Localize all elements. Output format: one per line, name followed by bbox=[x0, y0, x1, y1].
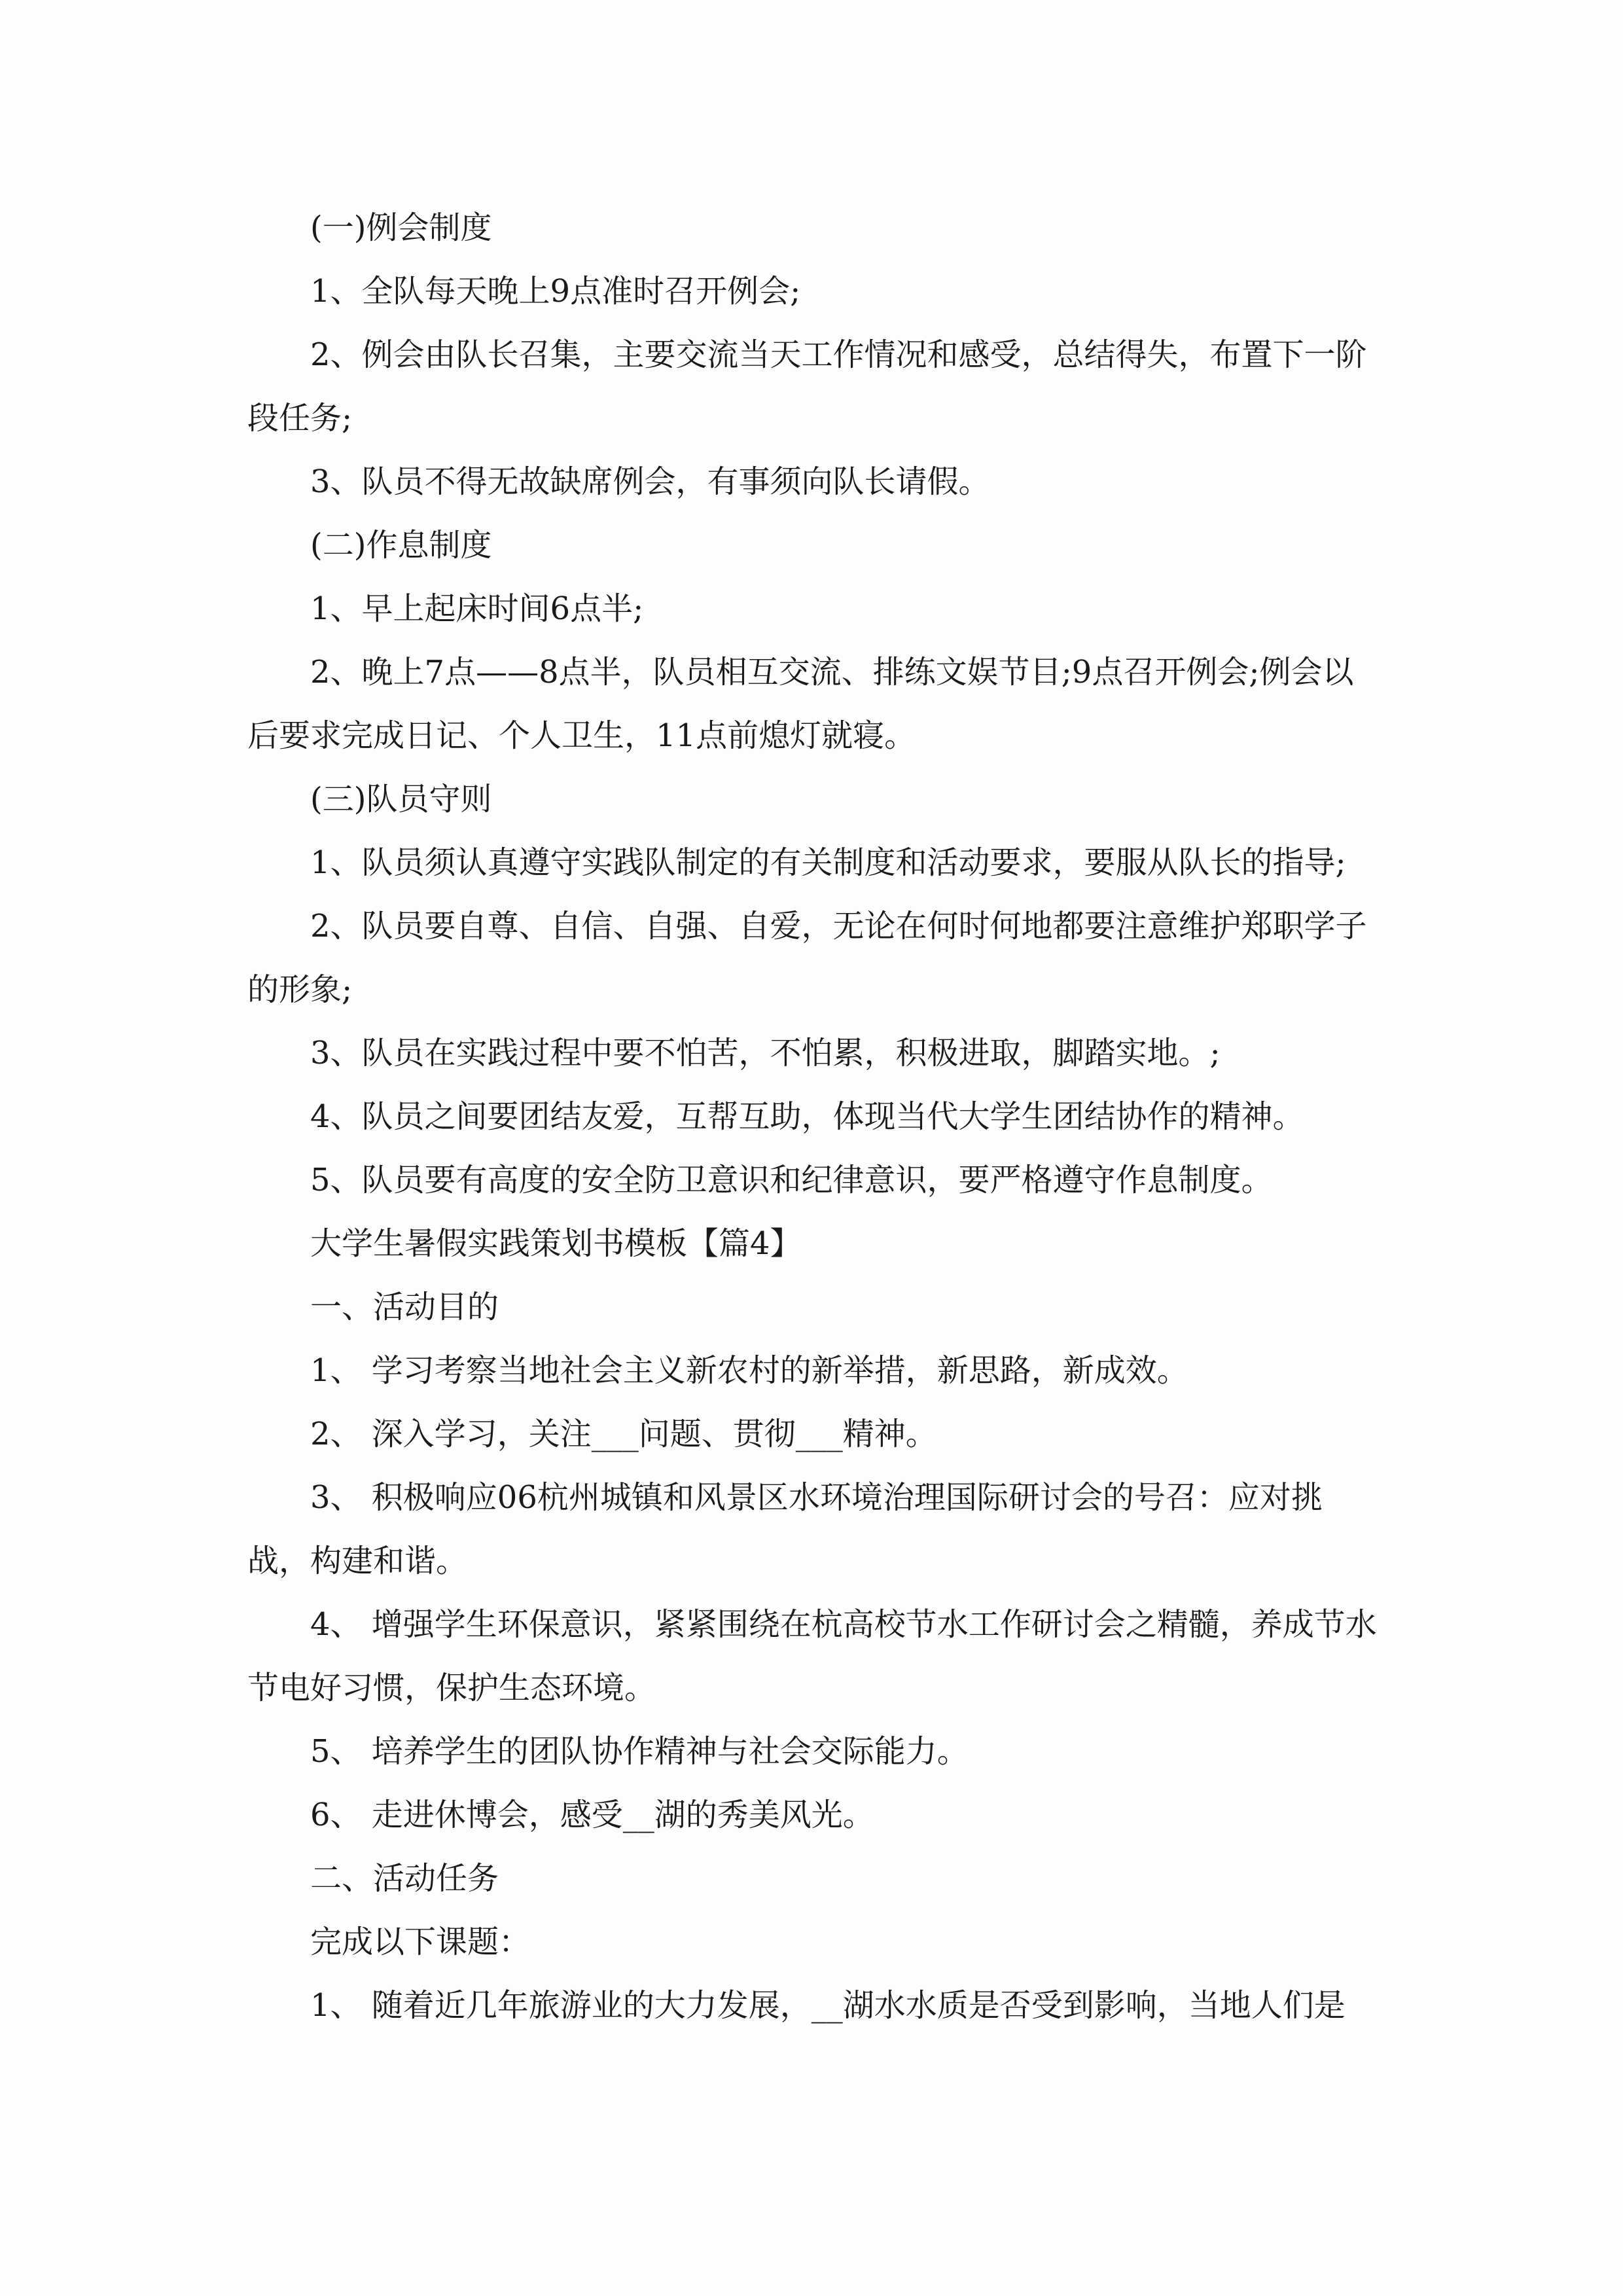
paragraph: 4、队员之间要团结友爱，互帮互助，体现当代大学生团结协作的精神。 bbox=[310, 1098, 1304, 1135]
section-heading-meeting-rules: (一)例会制度 bbox=[310, 209, 492, 246]
document-body bbox=[247, 196, 1383, 2037]
paragraph: 3、队员不得无故缺席例会，有事须向队长请假。 bbox=[310, 463, 990, 500]
section-heading-activity-tasks: 二、活动任务 bbox=[310, 1860, 499, 1897]
paragraph: 1、队员须认真遵守实践队制定的有关制度和活动要求，要服从队长的指导; bbox=[310, 844, 1346, 881]
paragraph: 5、队员要有高度的安全防卫意识和纪律意识，要严格遵守作息制度。 bbox=[310, 1162, 1273, 1198]
template-title: 大学生暑假实践策划书模板【篇4】 bbox=[310, 1225, 802, 1262]
section-heading-activity-purpose: 一、活动目的 bbox=[310, 1289, 499, 1325]
paragraph: 2、 深入学习，关注___问题、贯彻___精神。 bbox=[310, 1416, 937, 1452]
paragraph: 2、例会由队长召集，主要交流当天工作情况和感受，总结得失，布置下一阶段任务; bbox=[247, 336, 1367, 437]
paragraph: 3、 积极响应06杭州城镇和风景区水环境治理国际研讨会的号召：应对挑战，构建和谐。 bbox=[247, 1479, 1323, 1579]
paragraph: 4、 增强学生环保意识，紧紧围绕在杭高校节水工作研讨会之精髓，养成节水节电好习惯，保护生态环境。 bbox=[247, 1606, 1377, 1706]
paragraph: 6、 走进休博会，感受__湖的秀美风光。 bbox=[310, 1797, 874, 1833]
paragraph: 1、 随着近几年旅游业的大力发展，__湖水水质是否受到影响，当地人们是 bbox=[310, 1987, 1346, 2024]
section-heading-member-code: (三)队员守则 bbox=[310, 781, 492, 817]
paragraph: 2、晚上7点——8点半，队员相互交流、排练文娱节目;9点召开例会;例会以后要求完成日记、个人卫生，11点前熄灯就寝。 bbox=[247, 654, 1354, 754]
paragraph: 3、队员在实践过程中要不怕苦，不怕累，积极进取，脚踏实地。; bbox=[310, 1035, 1221, 1071]
paragraph: 1、 学习考察当地社会主义新农村的新举措，新思路，新成效。 bbox=[310, 1352, 1188, 1389]
paragraph: 2、队员要自尊、自信、自强、自爱，无论在何时何地都要注意维护郑职学子的形象; bbox=[247, 908, 1367, 1008]
section-heading-schedule-rules: (二)作息制度 bbox=[310, 527, 492, 564]
paragraph: 完成以下课题： bbox=[310, 1924, 531, 1960]
paragraph: 5、 培养学生的团队协作精神与社会交际能力。 bbox=[310, 1733, 969, 1770]
paragraph: 1、早上起床时间6点半; bbox=[310, 590, 644, 627]
paragraph: 1、全队每天晚上9点准时召开例会; bbox=[310, 273, 801, 310]
